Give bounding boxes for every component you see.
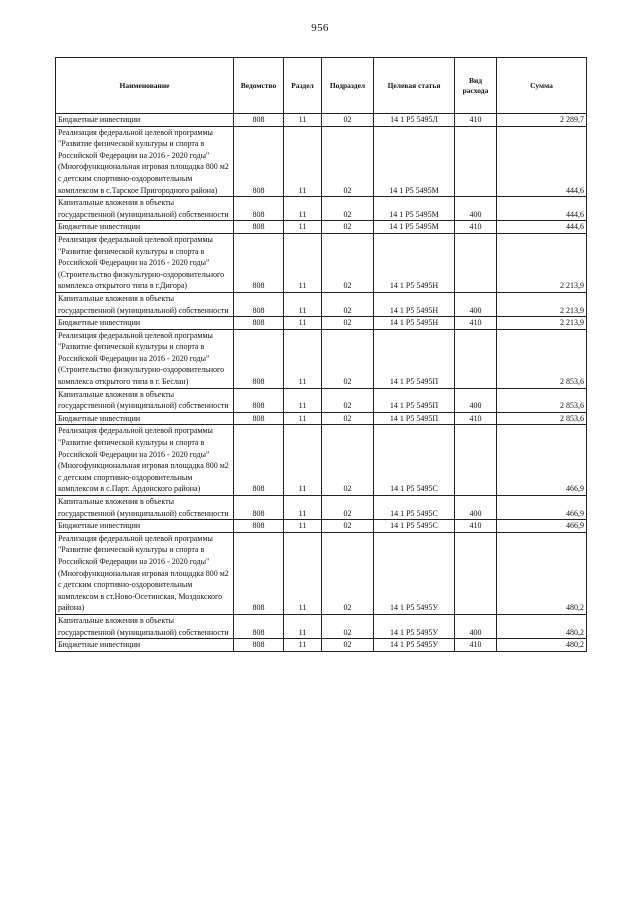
- expense-type-cell: 410: [455, 639, 497, 652]
- header-subsection: Подраздел: [322, 58, 374, 114]
- sum-cell: 2 853,6: [497, 388, 587, 412]
- subsection-cell: 02: [322, 532, 374, 614]
- header-target-article: Целевая статья: [374, 58, 455, 114]
- expense-type-cell: [455, 126, 497, 197]
- subsection-cell: 02: [322, 639, 374, 652]
- header-section: Раздел: [284, 58, 322, 114]
- name-cell: Бюджетные инвестиции: [56, 317, 234, 330]
- name-cell: Капитальные вложения в объекты государственной (муниципальной) собственности: [56, 292, 234, 316]
- name-cell: Бюджетные инвестиции: [56, 221, 234, 234]
- header-department: Ведомство: [234, 58, 284, 114]
- section-cell: 11: [284, 197, 322, 221]
- sum-cell: 444,6: [497, 221, 587, 234]
- subsection-cell: 02: [322, 425, 374, 496]
- department-cell: 808: [234, 388, 284, 412]
- section-cell: 11: [284, 126, 322, 197]
- name-cell: Реализация федеральной целевой программы "Развитие физической культуры и спорта в Российской Федерации на 2016 - 2020 годы"(Строительство физкультурно-оздоровительного комплекса открытого типа в г.Дигора): [56, 233, 234, 292]
- target-article-cell: 14 1 P5 5495М: [374, 126, 455, 197]
- department-cell: 808: [234, 520, 284, 533]
- name-cell: Реализация федеральной целевой программы "Развитие физической культуры и спорта в Российской Федерации на 2016 - 2020 годы"(Многофункциональная игровая площадка 800 м2 с детским спортивно-оздоровительным комплексом в ст.Ново-Осетинская, Моздокского района): [56, 532, 234, 614]
- name-cell: Капитальные вложения в объекты государственной (муниципальной) собственности: [56, 614, 234, 638]
- subsection-cell: 02: [322, 412, 374, 425]
- target-article-cell: 14 1 P5 5495У: [374, 532, 455, 614]
- department-cell: 808: [234, 614, 284, 638]
- table-row: [56, 114, 587, 127]
- table-row: [56, 412, 587, 425]
- expense-type-cell: 410: [455, 221, 497, 234]
- subsection-cell: 02: [322, 614, 374, 638]
- table-row: [56, 292, 587, 316]
- subsection-cell: 02: [322, 496, 374, 520]
- expense-type-cell: 410: [455, 114, 497, 127]
- section-cell: 11: [284, 614, 322, 638]
- table-row: [56, 317, 587, 330]
- department-cell: 808: [234, 197, 284, 221]
- target-article-cell: 14 1 P5 5495С: [374, 520, 455, 533]
- name-cell: Капитальные вложения в объекты государственной (муниципальной) собственности: [56, 388, 234, 412]
- table-row: [56, 329, 587, 388]
- name-cell: Реализация федеральной целевой программы "Развитие физической культуры и спорта в Российской Федерации на 2016 - 2020 годы"(Строительство физкультурно-оздоровительного комплекса открытого типа в г. Беслан): [56, 329, 234, 388]
- section-cell: 11: [284, 532, 322, 614]
- sum-cell: 2 853,6: [497, 329, 587, 388]
- subsection-cell: 02: [322, 520, 374, 533]
- subsection-cell: 02: [322, 292, 374, 316]
- name-cell: Бюджетные инвестиции: [56, 412, 234, 425]
- table-row: [56, 639, 587, 652]
- table-body: [56, 114, 587, 652]
- section-cell: 11: [284, 412, 322, 425]
- table-row: [56, 614, 587, 638]
- sum-cell: 2 213,9: [497, 233, 587, 292]
- expense-type-cell: [455, 532, 497, 614]
- sum-cell: 2 853,6: [497, 412, 587, 425]
- table-row: [56, 221, 587, 234]
- section-cell: 11: [284, 425, 322, 496]
- subsection-cell: 02: [322, 329, 374, 388]
- department-cell: 808: [234, 292, 284, 316]
- expense-type-cell: 410: [455, 412, 497, 425]
- sum-cell: 444,6: [497, 197, 587, 221]
- sum-cell: 444,6: [497, 126, 587, 197]
- target-article-cell: 14 1 P5 5495М: [374, 221, 455, 234]
- section-cell: 11: [284, 221, 322, 234]
- sum-cell: 466,9: [497, 425, 587, 496]
- section-cell: 11: [284, 292, 322, 316]
- sum-cell: 480,2: [497, 614, 587, 638]
- sum-cell: 2 289,7: [497, 114, 587, 127]
- section-cell: 11: [284, 496, 322, 520]
- section-cell: 11: [284, 520, 322, 533]
- budget-table: [55, 57, 587, 652]
- expense-type-cell: [455, 329, 497, 388]
- table-header: [56, 58, 587, 114]
- name-cell: Бюджетные инвестиции: [56, 114, 234, 127]
- subsection-cell: 02: [322, 233, 374, 292]
- table-row: [56, 126, 587, 197]
- target-article-cell: 14 1 P5 5495П: [374, 329, 455, 388]
- subsection-cell: 02: [322, 114, 374, 127]
- department-cell: 808: [234, 639, 284, 652]
- department-cell: 808: [234, 114, 284, 127]
- name-cell: Реализация федеральной целевой программы "Развитие физической культуры и спорта в Российской Федерации на 2016 - 2020 годы"(Многофункциональная игровая площадка 800 м2 с детским спортивно-оздоровительным комплексом в с.Тарское Пригородного района): [56, 126, 234, 197]
- department-cell: 808: [234, 221, 284, 234]
- subsection-cell: 02: [322, 317, 374, 330]
- name-cell: Реализация федеральной целевой программы "Развитие физической культуры и спорта в Российской Федерации на 2016 - 2020 годы"(Многофункциональная игровая площадка 800 м2 с детским спортивно-оздоровительным комплексом в с.Парт. Ардонского района): [56, 425, 234, 496]
- sum-cell: 2 213,9: [497, 292, 587, 316]
- table-row: [56, 532, 587, 614]
- subsection-cell: 02: [322, 221, 374, 234]
- target-article-cell: 14 1 P5 5495С: [374, 496, 455, 520]
- header-expense-type: Вид расхода: [455, 58, 497, 114]
- sum-cell: 2 213,9: [497, 317, 587, 330]
- expense-type-cell: [455, 233, 497, 292]
- table-row: [56, 520, 587, 533]
- department-cell: 808: [234, 425, 284, 496]
- sum-cell: 480,2: [497, 532, 587, 614]
- department-cell: 808: [234, 532, 284, 614]
- expense-type-cell: 410: [455, 520, 497, 533]
- department-cell: 808: [234, 412, 284, 425]
- section-cell: 11: [284, 639, 322, 652]
- section-cell: 11: [284, 317, 322, 330]
- subsection-cell: 02: [322, 197, 374, 221]
- target-article-cell: 14 1 P5 5495У: [374, 614, 455, 638]
- name-cell: Капитальные вложения в объекты государственной (муниципальной) собственности: [56, 496, 234, 520]
- department-cell: 808: [234, 126, 284, 197]
- expense-type-cell: 410: [455, 317, 497, 330]
- header-sum: Сумма: [497, 58, 587, 114]
- name-cell: Бюджетные инвестиции: [56, 639, 234, 652]
- section-cell: 11: [284, 114, 322, 127]
- target-article-cell: 14 1 P5 5495У: [374, 639, 455, 652]
- sum-cell: 466,9: [497, 520, 587, 533]
- expense-type-cell: 400: [455, 292, 497, 316]
- table-row: [56, 197, 587, 221]
- department-cell: 808: [234, 317, 284, 330]
- expense-type-cell: 400: [455, 496, 497, 520]
- target-article-cell: 14 1 P5 5495П: [374, 388, 455, 412]
- target-article-cell: 14 1 P5 5495Н: [374, 317, 455, 330]
- expense-type-cell: 400: [455, 614, 497, 638]
- expense-type-cell: 400: [455, 197, 497, 221]
- table-row: [56, 388, 587, 412]
- name-cell: Капитальные вложения в объекты государственной (муниципальной) собственности: [56, 197, 234, 221]
- table-row: [56, 425, 587, 496]
- sum-cell: 480,2: [497, 639, 587, 652]
- target-article-cell: 14 1 P5 5495Л: [374, 114, 455, 127]
- expense-type-cell: [455, 425, 497, 496]
- section-cell: 11: [284, 388, 322, 412]
- department-cell: 808: [234, 329, 284, 388]
- expense-type-cell: 400: [455, 388, 497, 412]
- target-article-cell: 14 1 P5 5495М: [374, 197, 455, 221]
- subsection-cell: 02: [322, 126, 374, 197]
- header-name: Наименование: [56, 58, 234, 114]
- target-article-cell: 14 1 P5 5495П: [374, 412, 455, 425]
- table-row: [56, 496, 587, 520]
- department-cell: 808: [234, 496, 284, 520]
- table-row: [56, 233, 587, 292]
- target-article-cell: 14 1 P5 5495Н: [374, 233, 455, 292]
- target-article-cell: 14 1 P5 5495С: [374, 425, 455, 496]
- name-cell: Бюджетные инвестиции: [56, 520, 234, 533]
- department-cell: 808: [234, 233, 284, 292]
- target-article-cell: 14 1 P5 5495Н: [374, 292, 455, 316]
- section-cell: 11: [284, 329, 322, 388]
- page-number: 956: [311, 22, 329, 34]
- sum-cell: 466,9: [497, 496, 587, 520]
- subsection-cell: 02: [322, 388, 374, 412]
- section-cell: 11: [284, 233, 322, 292]
